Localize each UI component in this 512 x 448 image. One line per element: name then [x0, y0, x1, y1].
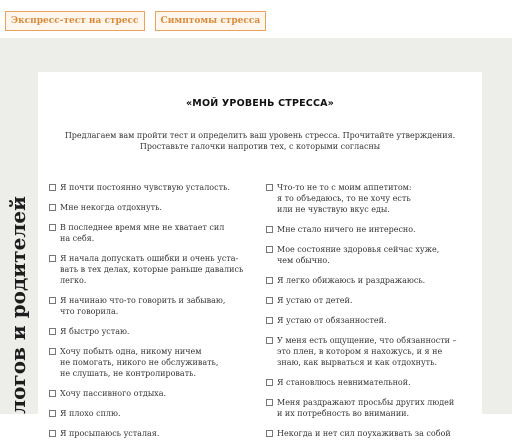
- checkbox[interactable]: [49, 328, 56, 335]
- checklist-item[interactable]: [266, 295, 474, 306]
- checklist-item-label: Некогда и нет сил поухаживать за собой: [277, 429, 451, 438]
- checklist-item[interactable]: [266, 377, 474, 388]
- checklist-item-label: Меня раздражают просьбы других людей и их потребность во внимании.: [277, 398, 455, 418]
- checklist-item-label: В последнее время мне не хватает сил на себя.: [60, 223, 225, 243]
- checklist-item-label: Я легко обижаюсь и раздражаюсь.: [277, 276, 426, 285]
- checklist-item-label: Я становлюсь невнимательной.: [277, 378, 411, 387]
- checkbox[interactable]: [49, 184, 56, 191]
- checklist-item[interactable]: [49, 202, 255, 213]
- checklist-item[interactable]: [266, 182, 474, 215]
- checklist-item-label: Я почти постоянно чувствую усталость.: [60, 183, 230, 192]
- checklist-item-label: Мне стало ничего не интересно.: [277, 225, 416, 234]
- checkbox[interactable]: [266, 297, 273, 304]
- checklist-item-label: Мое состояние здоровья сейчас хуже, чем обычно.: [277, 245, 440, 265]
- checkbox[interactable]: [49, 297, 56, 304]
- tag-bar: [5, 11, 266, 31]
- checklist-item[interactable]: [49, 408, 255, 419]
- checkbox[interactable]: [266, 399, 273, 406]
- test-intro: [52, 130, 468, 152]
- checklist-item[interactable]: [266, 335, 474, 368]
- checkbox[interactable]: [266, 277, 273, 284]
- tag-express-test-button[interactable]: Экспресс-тест на стресс: [5, 11, 145, 31]
- checkbox[interactable]: [49, 204, 56, 211]
- checkbox[interactable]: [49, 390, 56, 397]
- checklist-item-label: Я быстро устаю.: [60, 327, 130, 336]
- checkbox[interactable]: [266, 379, 273, 386]
- checklist-item-label: Я начинаю что-то говорить и забываю, что говорила.: [60, 296, 226, 316]
- checkbox[interactable]: [49, 255, 56, 262]
- test-title: «МОЙ УРОВЕНЬ СТРЕССА»: [185, 98, 335, 109]
- checkbox[interactable]: [266, 246, 273, 253]
- checklist-item[interactable]: [49, 388, 255, 399]
- checklist-item[interactable]: [266, 244, 474, 266]
- checklist-item-label: Я устаю от обязанностей.: [277, 316, 387, 325]
- checklist-item-label: Мне некогда отдохнуть.: [60, 203, 162, 212]
- side-vertical-title: логов и родителей: [6, 196, 30, 414]
- stress-test-card: [38, 72, 482, 438]
- checklist-item[interactable]: [49, 295, 255, 317]
- checkbox[interactable]: [49, 224, 56, 231]
- checkbox[interactable]: [266, 226, 273, 233]
- checklist-item-label: У меня есть ощущение, что обязанности – это плен, в котором я нахожусь, и я не знаю, как вырваться и как отдохнуть.: [277, 336, 457, 367]
- checklist-item[interactable]: [49, 428, 255, 439]
- checklist-item[interactable]: [49, 326, 255, 337]
- checklist-item-label: Что-то не то с моим аппетитом: я то объедаюсь, то не хочу есть или не чувствую вкус еды.: [277, 183, 412, 214]
- checkbox[interactable]: [266, 317, 273, 324]
- checklist-item-label: Хочу побыть одна, никому ничем не помогать, никого не обслуживать, не слушать, не контролировать.: [60, 347, 219, 378]
- checklist-item[interactable]: [266, 315, 474, 326]
- checkbox[interactable]: [266, 184, 273, 191]
- test-intro-text: Предлагаем вам пройти тест и определить ваш уровень стресса. Прочитайте утверждения. Проставьте галочки напротив тех, с которыми согласны: [64, 131, 456, 151]
- checklist-item[interactable]: [266, 428, 474, 439]
- checklist-item-label: Я просыпаюсь усталая.: [60, 429, 160, 438]
- checkbox[interactable]: [49, 348, 56, 355]
- checkbox[interactable]: [49, 430, 56, 437]
- checklist-item[interactable]: [49, 346, 255, 379]
- checklist-item-label: Хочу пассивного отдыха.: [60, 389, 167, 398]
- checklist-item[interactable]: [266, 224, 474, 235]
- checklist-right-column: [266, 182, 474, 448]
- checklist-item-label: Я начала допускать ошибки и очень уста- вать в тех делах, которые раньше давались легко.: [60, 254, 244, 285]
- checkbox[interactable]: [266, 430, 273, 437]
- checklist-item[interactable]: [266, 397, 474, 419]
- tag-stress-symptoms-button[interactable]: Симптомы стресса: [155, 11, 267, 31]
- checklist-item-label: Я устаю от детей.: [277, 296, 353, 305]
- checklist-item[interactable]: [49, 222, 255, 244]
- checkbox[interactable]: [266, 337, 273, 344]
- checklist-item[interactable]: [266, 275, 474, 286]
- checklist-item[interactable]: [49, 182, 255, 193]
- checklist-left-column: [49, 182, 255, 448]
- checklist-item[interactable]: [49, 253, 255, 286]
- checklist-item-label: Я плохо сплю.: [60, 409, 121, 418]
- checkbox[interactable]: [49, 410, 56, 417]
